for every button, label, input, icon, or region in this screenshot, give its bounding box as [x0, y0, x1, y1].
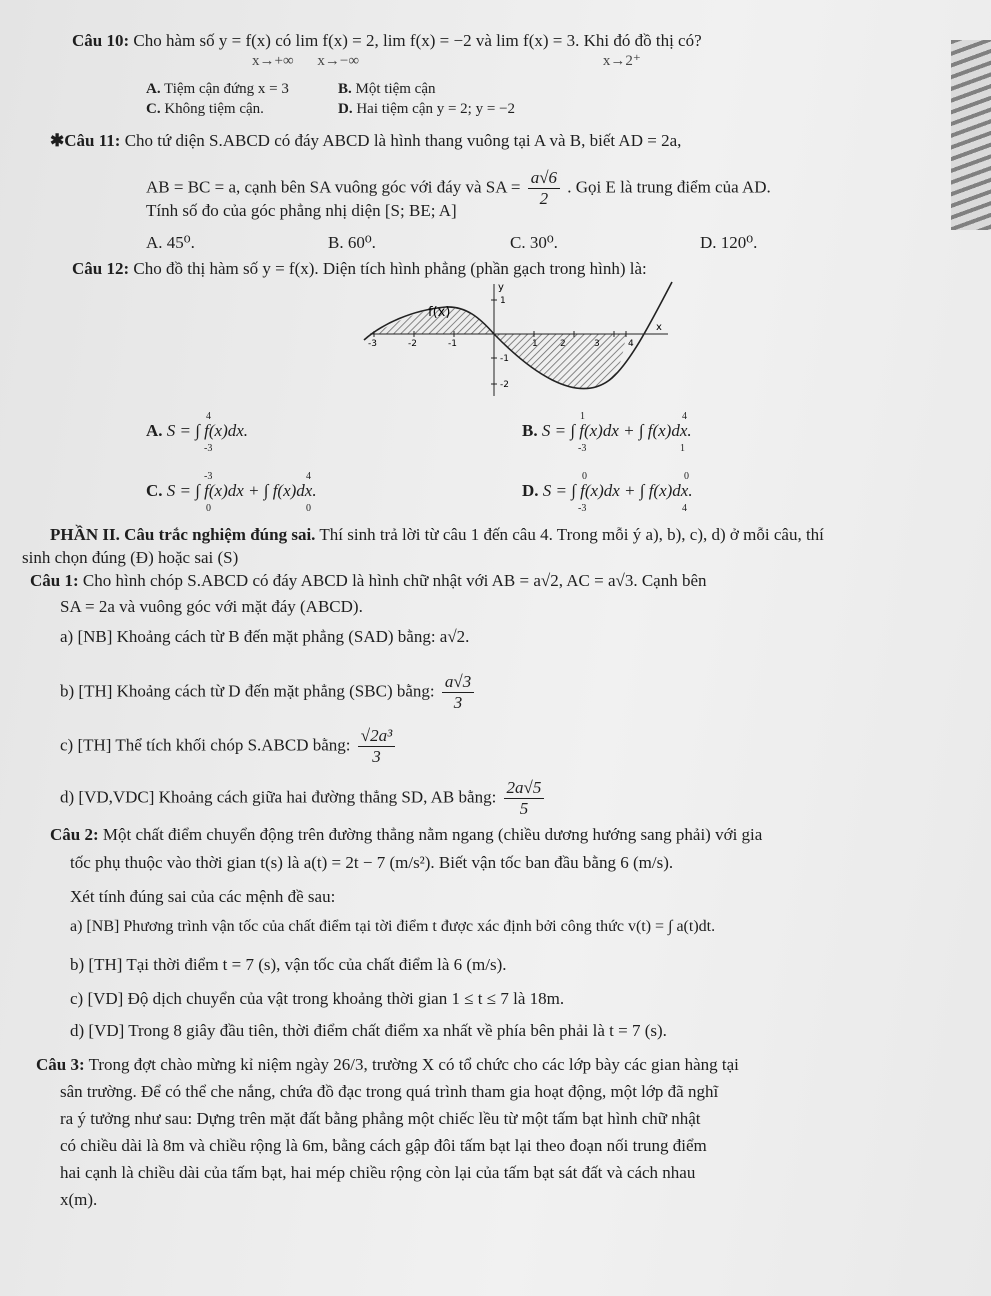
- page-edge-shadow: [951, 40, 991, 230]
- q11-option-b[interactable]: B. 60⁰.: [328, 233, 376, 252]
- q12-text: Cho đồ thị hàm số y = f(x). Diện tích hình phẳng (phần gạch trong hình) là:: [133, 259, 647, 278]
- p3-line6: x(m).: [60, 1190, 98, 1209]
- p3-line4: có chiều dài là 8m và chiều rộng là 6m, bằng cách gập đôi tấm bạt lại theo đoạn nối trung điểm: [60, 1136, 707, 1155]
- x-axis-label: x: [656, 322, 662, 333]
- q12-option-b[interactable]: B. S = ∫ f(x)dx + ∫ f(x)dx. 1 -3 4 1: [522, 411, 692, 454]
- p3-line3: ra ý tưởng như sau: Dựng trên mặt đất bằng phẳng một chiếc lều từ một tấm bạt hình chữ nhật: [60, 1109, 701, 1128]
- p2-statement-c[interactable]: c) [VD] Độ dịch chuyển của vật trong khoảng thời gian 1 ≤ t ≤ 7 là 18m.: [70, 989, 565, 1008]
- q12-stem: Câu 12: Cho đồ thị hàm số y = f(x). Diện tích hình phẳng (phần gạch trong hình) là:: [72, 259, 647, 278]
- q11-option-a[interactable]: A. 45⁰.: [146, 233, 195, 252]
- p1-line1: Câu 1: Cho hình chóp S.ABCD có đáy ABCD là hình chữ nhật với AB = a√2, AC = a√3. Cạnh bên: [30, 571, 707, 590]
- y-tick-label: 1: [500, 296, 506, 306]
- x-tick-label: -1: [448, 339, 457, 349]
- x-tick-label: 2: [560, 339, 566, 349]
- q12-option-a[interactable]: A. S = ∫ f(x)dx. 4 -3: [146, 411, 249, 454]
- q11-option-d[interactable]: D. 120⁰.: [700, 233, 758, 252]
- p1-line2: SA = 2a và vuông góc với mặt đáy (ABCD).: [60, 597, 363, 616]
- p1-statement-d[interactable]: d) [VD,VDC] Khoảng cách giữa hai đường thẳng SD, AB bằng: $\frac{2a√5}{5}$: [60, 778, 547, 819]
- part2-intro-line2: sinh chọn đúng (Đ) hoặc sai (S): [22, 548, 239, 567]
- p2-line2: tốc phụ thuộc vào thời gian t(s) là a(t) = 2t − 7 (m/s²). Biết vận tốc ban đầu bằng 6 (m/s).: [70, 853, 674, 872]
- q12-function-graph: [362, 280, 678, 398]
- q10-option-a[interactable]: A. Tiệm cận đứng x = 3: [146, 81, 289, 97]
- p2-statement-d[interactable]: d) [VD] Trong 8 giây đầu tiên, thời điểm chất điểm xa nhất về phía bên phải là t = 7 (s).: [70, 1021, 667, 1040]
- q12-option-c[interactable]: C. S = ∫ f(x)dx + ∫ f(x)dx. -3 0 4 0: [146, 471, 317, 514]
- q10-limit-subscripts: x→+∞ x→−∞ x→2⁺: [252, 53, 641, 69]
- q11-line3: Tính số đo của góc phẳng nhị diện [S; BE; A]: [146, 201, 457, 220]
- p1-statement-b[interactable]: b) [TH] Khoảng cách từ D đến mặt phẳng (SBC) bằng: $\frac{a√3}{3}$: [60, 672, 477, 713]
- q11-option-c[interactable]: C. 30⁰.: [510, 233, 558, 252]
- y-tick-label: -1: [500, 354, 509, 364]
- q10-stem: Câu 10: Cho hàm số y = f(x) có lim f(x) = 2, lim f(x) = −2 và lim f(x) = 3. Khi đó đồ thị có?: [72, 31, 702, 50]
- p2-line3: Xét tính đúng sai của các mệnh đề sau:: [70, 887, 336, 906]
- x-tick-label: -2: [408, 339, 417, 349]
- p3-line5: hai cạnh là chiều dài của tấm bạt, hai mép chiều rộng còn lại của tấm bạt sát đất và cách nhau: [60, 1163, 696, 1182]
- q11-line1: ✱Câu 11: Cho tứ diện S.ABCD có đáy ABCD là hình thang vuông tại A và B, biết AD = 2a,: [50, 131, 682, 150]
- p3-line2: sân trường. Để có thể che nắng, chứa đồ đạc trong quá trình tham gia hoạt động, một lớp đã nghĩ: [60, 1082, 719, 1101]
- q10-option-c[interactable]: C. Không tiệm cận.: [146, 101, 264, 117]
- p1-statement-c[interactable]: c) [TH] Thể tích khối chóp S.ABCD bằng: $\frac{\text{√2a³}}{3}$: [60, 726, 398, 767]
- q10-text: Cho hàm số y = f(x) có lim f(x) = 2, lim f(x) = −2 và lim f(x) = 3. Khi đó đồ thị có?: [133, 31, 702, 50]
- p3-line1: Câu 3: Trong đợt chào mừng kỉ niệm ngày 26/3, trường X có tổ chức cho các lớp bày các gian hàng tại: [36, 1055, 739, 1074]
- q10-option-b[interactable]: B. Một tiệm cận: [338, 81, 436, 97]
- part2-heading: PHẦN II. Câu trắc nghiệm đúng sai.: [50, 525, 316, 544]
- x-tick-label: 3: [594, 339, 600, 349]
- func-label: f(x): [428, 305, 451, 320]
- q10-option-d[interactable]: D. Hai tiệm cận y = 2; y = −2: [338, 101, 516, 117]
- p2-statement-b[interactable]: b) [TH] Tại thời điểm t = 7 (s), vận tốc của chất điểm là 6 (m/s).: [70, 955, 507, 974]
- x-tick-label: 1: [532, 339, 538, 349]
- q12-option-d[interactable]: D. S = ∫ f(x)dx + ∫ f(x)dx. 0 -3 0 4: [522, 471, 693, 514]
- p1-statement-a[interactable]: a) [NB] Khoảng cách từ B đến mặt phẳng (SAD) bằng: a√2.: [60, 627, 470, 646]
- part2-intro-line1: PHẦN II. Câu trắc nghiệm đúng sai. Thí sinh trả lời từ câu 1 đến câu 4. Trong mỗi ý a), b), c), d) ở mỗi câu, thí: [50, 525, 824, 544]
- y-axis-label: y: [498, 282, 504, 293]
- q11-line2: AB = BC = a, cạnh bên SA vuông góc với đáy và SA = $\frac{a√6}{2}$ . Gọi E là trung điểm của AD.: [146, 168, 771, 208]
- y-tick-label: -2: [500, 380, 509, 390]
- q11-sa-fraction: $\frac{a√6}{2}$: [528, 168, 560, 209]
- x-tick-label: 4: [628, 339, 634, 349]
- p2-statement-a[interactable]: a) [NB] Phương trình vận tốc của chất điểm tại tời điểm t được xác định bởi công thức v(t) = ∫ a(t)dt.: [70, 918, 716, 935]
- star-icon: ✱: [50, 131, 65, 150]
- p2-line1: Câu 2: Một chất điểm chuyển động trên đường thẳng nằm ngang (chiều dương hướng sang phải) với gia: [50, 825, 763, 844]
- x-tick-label: -3: [368, 339, 377, 349]
